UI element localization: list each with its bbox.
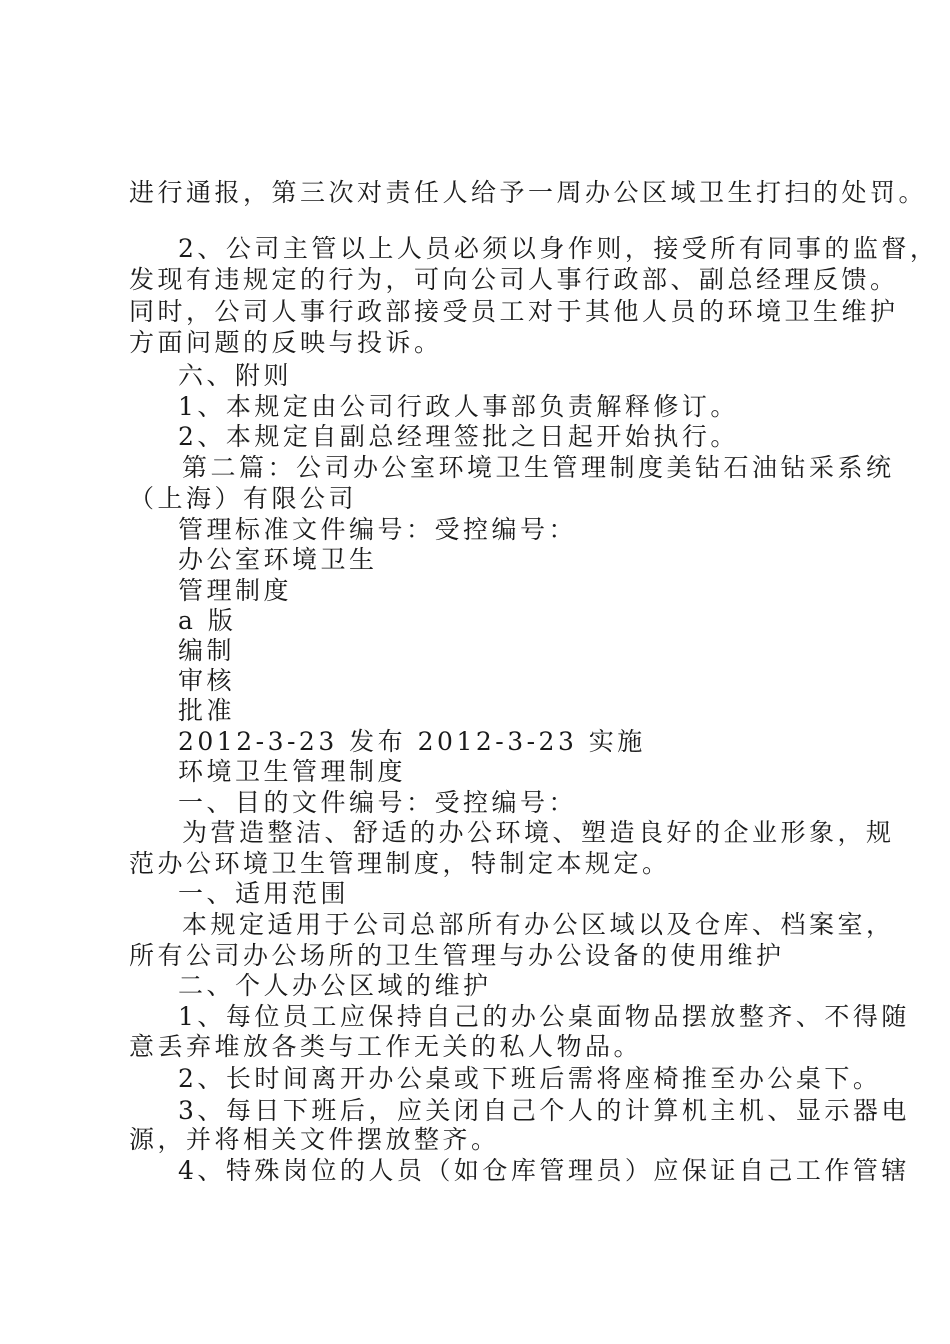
text-line: 2、长时间离开办公桌或下班后需将座椅推至办公桌下。 [178, 1064, 882, 1093]
section-heading: 六、附则 [178, 361, 293, 390]
text-line: 办公室环境卫生 [178, 545, 378, 574]
text-line: 方面问题的反映与投诉。 [129, 328, 443, 357]
text-line: 范办公环境卫生管理制度，特制定本规定。 [129, 849, 671, 878]
text-line: 所有公司办公场所的卫生管理与办公设备的使用维护 [129, 941, 785, 970]
date-line: 2012-3-23 发布 2012-3-23 实施 [178, 727, 646, 756]
text-line: a 版 [178, 606, 237, 635]
text-line: 2、本规定自副总经理签批之日起开始执行。 [178, 422, 739, 451]
text-line: 批准 [178, 696, 236, 725]
text-line: 1、每位员工应保持自己的办公桌面物品摆放整齐、不得随 [178, 1002, 910, 1031]
text-line: 意丢弃堆放各类与工作无关的私人物品。 [129, 1032, 643, 1061]
text-line: 源，并将相关文件摆放整齐。 [129, 1125, 500, 1154]
text-line: 同时，公司人事行政部接受员工对于其他人员的环境卫生维护 [129, 297, 899, 326]
chapter-title: 第二篇：公司办公室环境卫生管理制度美钻石油钻采系统 [182, 453, 895, 482]
text-line: 审核 [178, 666, 236, 695]
text-line: 管理标准文件编号：受控编号： [178, 515, 578, 544]
text-line: 4、特殊岗位的人员（如仓库管理员）应保证自己工作管辖 [178, 1156, 910, 1185]
text-line: 1、本规定由公司行政人事部负责解释修订。 [178, 392, 739, 421]
text-line: 环境卫生管理制度 [178, 757, 407, 786]
text-line: 发现有违规定的行为，可向公司人事行政部、副总经理反馈。 [129, 265, 899, 294]
section-heading: 二、个人办公区域的维护 [178, 971, 492, 1000]
text-line: 编制 [178, 636, 236, 665]
section-heading: 一、目的文件编号：受控编号： [178, 788, 578, 817]
text-line: 2、公司主管以上人员必须以身作则，接受所有同事的监督， [178, 234, 939, 263]
section-heading: 一、适用范围 [178, 879, 350, 908]
text-line: 管理制度 [178, 576, 293, 605]
text-line: 进行通报，第三次对责任人给予一周办公区域卫生打扫的处罚。 [129, 178, 928, 207]
text-line: 为营造整洁、舒适的办公环境、塑造良好的企业形象，规 [182, 818, 895, 847]
text-line: 本规定适用于公司总部所有办公区域以及仓库、档案室， [182, 910, 895, 939]
text-line: 3、每日下班后，应关闭自己个人的计算机主机、显示器电 [178, 1096, 910, 1125]
chapter-title-cont: （上海）有限公司 [129, 484, 358, 513]
